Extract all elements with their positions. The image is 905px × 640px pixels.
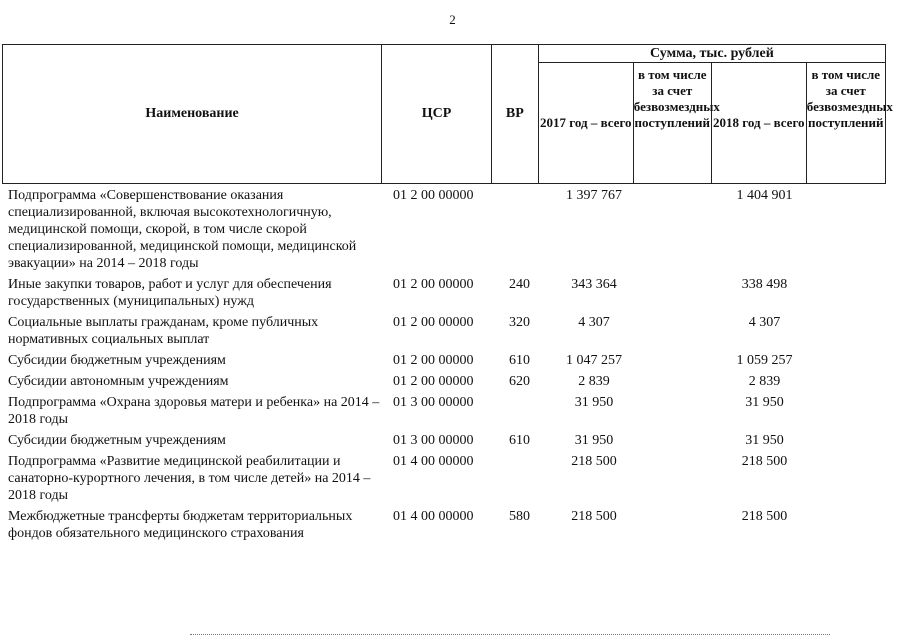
row-2018: 218 500: [741, 509, 788, 524]
row-name: Субсидии автономным учреждениям: [8, 374, 229, 389]
row-2017: 2 839: [578, 374, 610, 389]
row-csr: 01 3 00 00000: [393, 433, 474, 448]
table-row: [8, 314, 888, 348]
row-name: Подпрограмма «Развитие медицинской реабилитации и санаторно-курортного лечения, в том числе детей» на 2014 – 2018 годы: [8, 454, 371, 503]
header-sum-group: [539, 45, 893, 183]
table-row: [8, 432, 888, 449]
row-csr: 01 2 00 00000: [393, 277, 474, 292]
row-name: Подпрограмма «Совершенствование оказания специализированной, включая высокотехнологичную, медицинской помощи, скорой, в том числе скорой специализированной, медицинской помощи, медицинской эвакуации» на 2014 – 2018 годы: [8, 188, 357, 271]
table-body: [8, 187, 888, 546]
header-2018-total: 2018 год – всего: [712, 63, 807, 183]
table-row: [8, 373, 888, 390]
row-2017: 1 047 257: [566, 353, 622, 368]
header-name: Наименование: [3, 45, 382, 183]
header-2017-free: в том числе за счет безвозмездных поступлений: [634, 63, 712, 183]
table-row: [8, 453, 888, 504]
row-name: Социальные выплаты гражданам, кроме публичных нормативных социальных выплат: [8, 315, 319, 347]
row-name: Межбюджетные трансферты бюджетам территориальных фондов обязательного медицинского страхования: [8, 509, 353, 541]
row-2018: 1 404 901: [736, 188, 793, 203]
row-2018: 31 950: [745, 395, 784, 410]
row-vr: 580: [509, 509, 530, 524]
row-vr: 240: [509, 277, 530, 292]
row-csr: 01 4 00 00000: [393, 454, 474, 469]
row-csr: 01 2 00 00000: [393, 315, 474, 330]
table-row: [8, 508, 888, 542]
row-csr: 01 2 00 00000: [393, 374, 474, 389]
table-row: [8, 276, 888, 310]
header-2017-total: 2017 год – всего: [539, 63, 634, 183]
row-2017: 1 397 767: [566, 188, 622, 203]
row-vr: [505, 394, 549, 428]
row-2017: 218 500: [571, 454, 617, 469]
row-2017: 343 364: [571, 277, 617, 292]
header-sum-title: Сумма, тыс. рублей: [539, 45, 885, 63]
row-2017: 31 950: [574, 433, 614, 448]
row-csr: 01 2 00 00000: [393, 188, 474, 203]
table-row: [8, 187, 888, 272]
header-sum-columns: [539, 63, 893, 183]
bottom-divider: [190, 634, 830, 635]
row-2017: 4 307: [578, 315, 610, 330]
table-row: [8, 352, 888, 369]
header-csr: ЦСР: [382, 45, 492, 183]
row-2017: 218 500: [571, 509, 617, 524]
row-2018: 218 500: [741, 454, 788, 469]
row-csr: 01 2 00 00000: [393, 353, 474, 368]
row-name: Субсидии бюджетным учреждениям: [8, 353, 226, 368]
row-vr: [505, 187, 549, 272]
row-vr: 610: [509, 353, 530, 368]
row-2018: 1 059 257: [736, 353, 793, 368]
row-2017: 31 950: [574, 395, 614, 410]
row-2018: 31 950: [745, 433, 784, 448]
row-csr: 01 3 00 00000: [393, 395, 474, 410]
row-2018: 4 307: [748, 315, 781, 330]
row-vr: 620: [509, 374, 530, 389]
table-header: [2, 44, 893, 184]
row-2018: 2 839: [748, 374, 781, 389]
row-name: Иные закупки товаров, работ и услуг для обеспечения государственных (муниципальных) нужд: [8, 277, 332, 309]
row-2018: 338 498: [741, 277, 788, 292]
table-row: [8, 394, 888, 428]
row-name: Субсидии бюджетным учреждениям: [8, 433, 226, 448]
header-vr: ВР: [492, 45, 539, 183]
page-number: 2: [449, 12, 456, 27]
row-vr: 610: [509, 433, 530, 448]
row-csr: 01 4 00 00000: [393, 509, 474, 524]
header-2018-free: в том числе за счет безвозмездных поступлений: [806, 67, 893, 130]
row-vr: 320: [509, 315, 530, 330]
row-vr: [505, 453, 549, 504]
row-name: Подпрограмма «Охрана здоровья матери и ребенка» на 2014 – 2018 годы: [8, 395, 380, 427]
